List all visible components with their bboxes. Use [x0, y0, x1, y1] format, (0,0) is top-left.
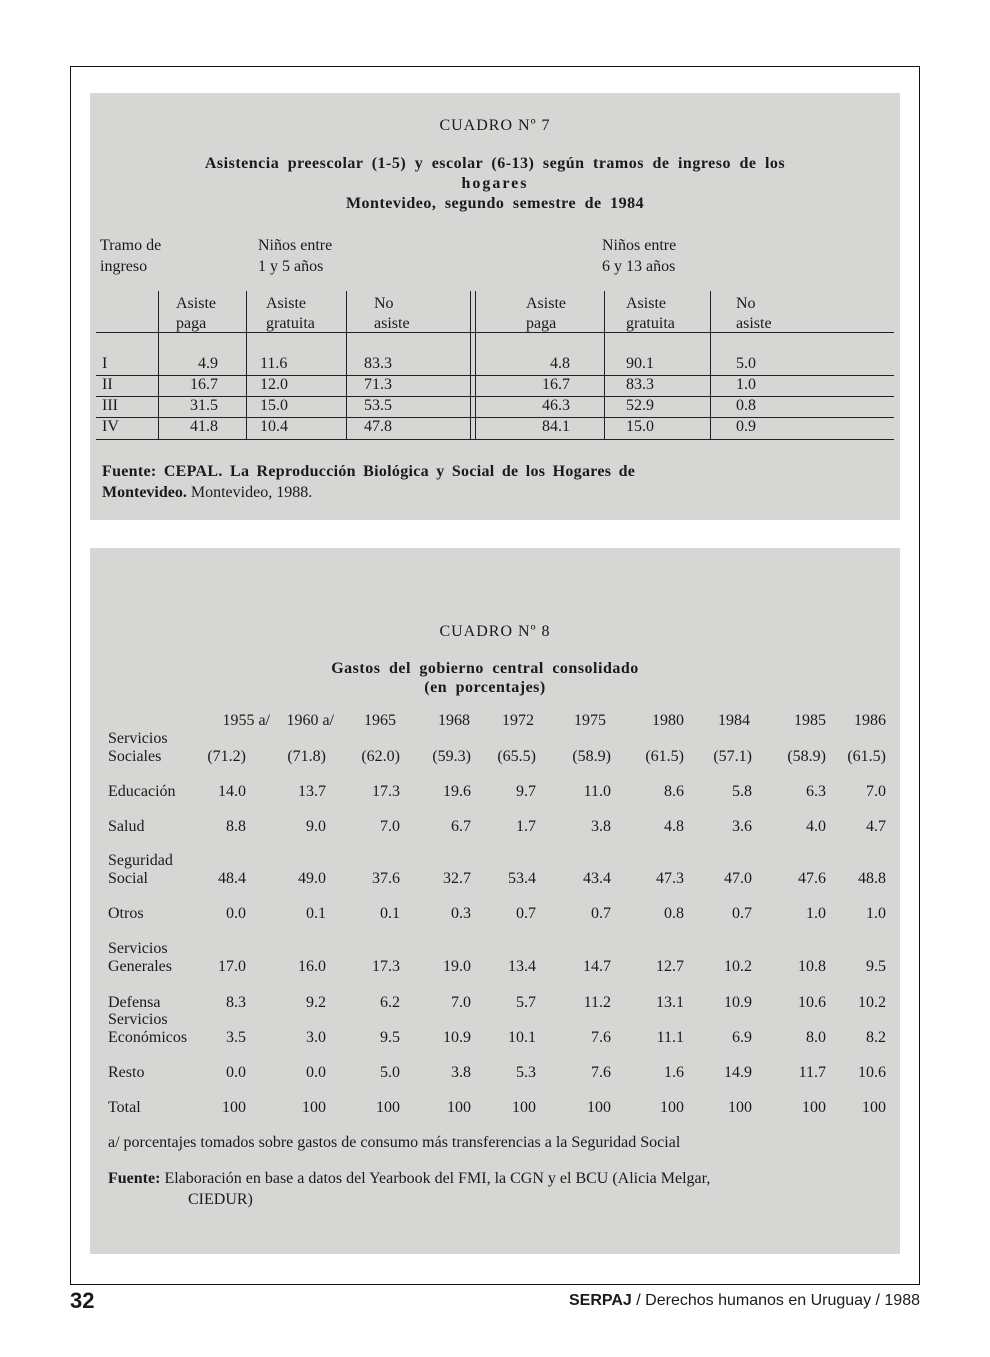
table-7-header-rule: [96, 332, 894, 333]
table-8-cell: (65.5): [497, 748, 536, 765]
table-8-cell: 4.7: [866, 818, 886, 835]
cuadro-8-title: CUADRO Nº 8: [439, 623, 551, 640]
table-7-cell: 0.8: [736, 397, 756, 414]
table-8-cell: (58.9): [572, 748, 611, 765]
table-8-cell: 7.0: [451, 994, 471, 1011]
table-7-cell: 4.8: [550, 355, 570, 372]
table-8-cell: 100: [302, 1099, 326, 1116]
year-header: 1968: [438, 712, 470, 729]
table-8-cell: 12.7: [656, 958, 684, 975]
table-8-cell: 7.6: [591, 1029, 611, 1046]
table-8-cell: 11.2: [583, 994, 611, 1011]
year-header: 1984: [718, 712, 750, 729]
row-label: Resto: [108, 1064, 145, 1081]
row-label: Total: [108, 1099, 141, 1116]
table-8-cell: 13.4: [508, 958, 536, 975]
table-8-cell: 10.2: [858, 994, 886, 1011]
table-8-cell: 100: [660, 1099, 684, 1116]
table-8-cell: (61.5): [847, 748, 886, 765]
table-8-cell: 10.6: [858, 1064, 886, 1081]
table-8-cell: 43.4: [583, 870, 611, 887]
table-8-cell: 0.0: [226, 1064, 246, 1081]
table-7-col-rule: [470, 291, 471, 439]
row-label: Servicios Económicos: [108, 1011, 188, 1046]
table-8-cell: 0.7: [516, 905, 536, 922]
table-8-cell: (61.5): [645, 748, 684, 765]
year-header: 1960 a/: [286, 712, 334, 729]
col-header-1: Asiste paga: [176, 295, 216, 332]
table-7-cell: 11.6: [260, 355, 288, 372]
year-header: 1980: [652, 712, 684, 729]
tramo-label: II: [102, 376, 113, 393]
table-8-cell: 17.3: [372, 783, 400, 800]
table-7-bottom-rule: [96, 439, 894, 440]
table-8-cell: 14.0: [218, 783, 246, 800]
table-8-cell: 10.6: [798, 994, 826, 1011]
table-8-cell: 8.6: [664, 783, 684, 800]
tramo-label: IV: [102, 418, 119, 435]
table-8-cell: 3.0: [306, 1029, 326, 1046]
row-label: Servicios Generales: [108, 940, 172, 975]
cuadro-7-subtitle-3: Montevideo, segundo semestre de 1984: [345, 195, 645, 212]
year-header: 1986: [854, 712, 886, 729]
table-8-cell: 10.9: [443, 1029, 471, 1046]
table-8-cell: 0.0: [306, 1064, 326, 1081]
table-7-cell: 15.0: [626, 418, 654, 435]
row-label: Otros: [108, 905, 144, 922]
table-8-cell: 1.0: [866, 905, 886, 922]
table-8-cell: 0.7: [591, 905, 611, 922]
table-7-cell: 16.7: [190, 376, 218, 393]
table-7-cell: 0.9: [736, 418, 756, 435]
col-header-3: No asiste: [374, 295, 410, 332]
table-8-cell: 6.7: [451, 818, 471, 835]
table-8-cell: 37.6: [372, 870, 400, 887]
table-7-cell: 90.1: [626, 355, 654, 372]
table-8-cell: 47.6: [798, 870, 826, 887]
table-8-cell: 1.0: [806, 905, 826, 922]
table-8-cell: 7.0: [380, 818, 400, 835]
table-7-cell: 47.8: [364, 418, 392, 435]
col-header-2: Asiste gratuita: [266, 295, 315, 332]
table-8-cell: 3.8: [591, 818, 611, 835]
table-8-cell: (57.1): [713, 748, 752, 765]
table-8-cell: 100: [802, 1099, 826, 1116]
table-8-cell: (71.2): [207, 748, 246, 765]
table-8-cell: 9.5: [380, 1029, 400, 1046]
tramo-label: III: [102, 397, 118, 414]
table-7-cell: 83.3: [626, 376, 654, 393]
table-8-cell: 17.0: [218, 958, 246, 975]
table-8-cell: 0.7: [732, 905, 752, 922]
cuadro-7-source: Fuente: CEPAL. La Reproducción Biológica y Social de los Hogares de Montevideo. Montevideo, 1988.: [102, 463, 636, 501]
table-8-cell: (62.0): [361, 748, 400, 765]
table-7-cell: 12.0: [260, 376, 288, 393]
table-8-cell: 5.0: [380, 1064, 400, 1081]
row-label: Salud: [108, 818, 145, 835]
cuadro-7-panel: [90, 93, 900, 520]
table-8-cell: 0.0: [226, 905, 246, 922]
table-8-cell: 100: [376, 1099, 400, 1116]
table-8-cell: 10.8: [798, 958, 826, 975]
table-8-cell: 53.4: [508, 870, 536, 887]
table-8-cell: 7.0: [866, 783, 886, 800]
table-8-cell: 0.3: [451, 905, 471, 922]
year-header: 1985: [794, 712, 826, 729]
table-7-col-rule: [710, 291, 711, 439]
table-7-cell: 52.9: [626, 397, 654, 414]
group-1-header: Niños entre 1 y 5 años: [258, 237, 333, 275]
table-8-cell: 6.9: [732, 1029, 752, 1046]
table-8-cell: 100: [587, 1099, 611, 1116]
table-8-cell: 5.3: [516, 1064, 536, 1081]
table-8-cell: 1.6: [664, 1064, 684, 1081]
col-header-6: No asiste: [736, 295, 772, 332]
table-7-col-rule: [246, 291, 247, 439]
table-8-cell: 3.5: [226, 1029, 246, 1046]
table-8-cell: 5.7: [516, 994, 536, 1011]
table-8-cell: 0.8: [664, 905, 684, 922]
table-8-cell: (58.9): [787, 748, 826, 765]
table-8-cell: 14.9: [724, 1064, 752, 1081]
table-8-cell: 10.2: [724, 958, 752, 975]
publication-footer: SERPAJ / Derechos humanos en Uruguay / 1988: [568, 1292, 920, 1309]
table-8-cell: 13.7: [298, 783, 326, 800]
table-7-cell: 1.0: [736, 376, 756, 393]
table-8-cell: 16.0: [298, 958, 326, 975]
table-7-col-rule: [604, 291, 605, 439]
table-8-cell: 6.2: [380, 994, 400, 1011]
row-label: Educación: [108, 783, 176, 800]
tramo-label: I: [102, 355, 108, 372]
table-8-cell: 8.3: [226, 994, 246, 1011]
col-header-5: Asiste gratuita: [626, 295, 675, 332]
table-8-cell: 8.8: [226, 818, 246, 835]
table-8-cell: 3.6: [732, 818, 752, 835]
table-8-cell: 9.7: [516, 783, 536, 800]
page-number: 32: [70, 1288, 95, 1313]
table-8-cell: 0.1: [380, 905, 400, 922]
year-header: 1965: [364, 712, 396, 729]
table-8-cell: 3.8: [451, 1064, 471, 1081]
cuadro-7-subtitle-2: hogares: [461, 175, 529, 192]
table-8-cell: 5.8: [732, 783, 752, 800]
row-label: Servicios Sociales: [108, 730, 168, 765]
table-8-cell: 10.9: [724, 994, 752, 1011]
table-7-cell: 15.0: [260, 397, 288, 414]
table-8-cell: 32.7: [443, 870, 471, 887]
table-8-cell: 100: [862, 1099, 886, 1116]
group-2-header: Niños entre 6 y 13 años: [602, 237, 677, 275]
tramo-header: Tramo de ingreso: [100, 237, 162, 275]
table-8-cell: 100: [222, 1099, 246, 1116]
table-8-cell: 49.0: [298, 870, 326, 887]
table-7-cell: 4.9: [198, 355, 218, 372]
table-8-cell: 11.1: [656, 1029, 684, 1046]
cuadro-8-source: Fuente: Elaboración en base a datos del Yearbook del FMI, la CGN y el BCU (Alicia Melgar, CIEDUR): [108, 1170, 711, 1208]
table-8-cell: 14.7: [583, 958, 611, 975]
table-8-cell: 0.1: [306, 905, 326, 922]
col-header-4: Asiste paga: [526, 295, 566, 332]
table-8-cell: 100: [728, 1099, 752, 1116]
table-7-cell: 84.1: [542, 418, 570, 435]
row-label: Defensa: [108, 994, 161, 1011]
table-7-cell: 46.3: [542, 397, 570, 414]
table-7-cell: 83.3: [364, 355, 392, 372]
table-8-cell: 4.8: [664, 818, 684, 835]
table-7-cell: 16.7: [542, 376, 570, 393]
table-7-cell: 10.4: [260, 418, 288, 435]
table-8-cell: 47.3: [656, 870, 684, 887]
table-8-cell: 19.6: [443, 783, 471, 800]
year-header: 1972: [502, 712, 534, 729]
table-8-cell: 100: [447, 1099, 471, 1116]
table-8-cell: 9.5: [866, 958, 886, 975]
cuadro-7-subtitle-1: Asistencia preescolar (1-5) y escolar (6-13) según tramos de ingreso de los: [204, 155, 786, 172]
table-8-cell: 17.3: [372, 958, 400, 975]
table-8-cell: 11.0: [583, 783, 611, 800]
table-7-cell: 41.8: [190, 418, 218, 435]
table-8-cell: 9.0: [306, 818, 326, 835]
table-8-cell: 8.0: [806, 1029, 826, 1046]
cuadro-8-subtitle-1: Gastos del gobierno central consolidado: [331, 660, 639, 677]
cuadro-8-panel: [90, 548, 900, 1254]
table-7-cell: 5.0: [736, 355, 756, 372]
table-7-cell: 31.5: [190, 397, 218, 414]
row-label: Seguridad Social: [108, 852, 173, 887]
table-8-cell: (59.3): [432, 748, 471, 765]
table-7-cell: 71.3: [364, 376, 392, 393]
cuadro-8-note: a/ porcentajes tomados sobre gastos de consumo más transferencias a la Seguridad Social: [108, 1134, 681, 1151]
year-header: 1975: [574, 712, 606, 729]
table-7-col-rule: [346, 291, 347, 439]
table-7-cell: 53.5: [364, 397, 392, 414]
table-8-cell: 13.1: [656, 994, 684, 1011]
table-8-cell: 1.7: [516, 818, 536, 835]
table-8-cell: 9.2: [306, 994, 326, 1011]
table-8-cell: 48.8: [858, 870, 886, 887]
table-8-cell: 10.1: [508, 1029, 536, 1046]
table-8-cell: 100: [512, 1099, 536, 1116]
table-8-cell: 4.0: [806, 818, 826, 835]
cuadro-7-title: CUADRO Nº 7: [439, 117, 551, 134]
table-8-cell: 7.6: [591, 1064, 611, 1081]
table-8-cell: 47.0: [724, 870, 752, 887]
table-8-cell: 8.2: [866, 1029, 886, 1046]
table-7-col-rule: [475, 291, 476, 439]
cuadro-8-subtitle-2: (en porcentajes): [424, 679, 546, 696]
table-8-cell: 11.7: [798, 1064, 826, 1081]
table-8-cell: 48.4: [218, 870, 246, 887]
year-header: 1955 a/: [222, 712, 270, 729]
table-8-cell: (71.8): [287, 748, 326, 765]
table-8-cell: 6.3: [806, 783, 826, 800]
table-8-cell: 19.0: [443, 958, 471, 975]
